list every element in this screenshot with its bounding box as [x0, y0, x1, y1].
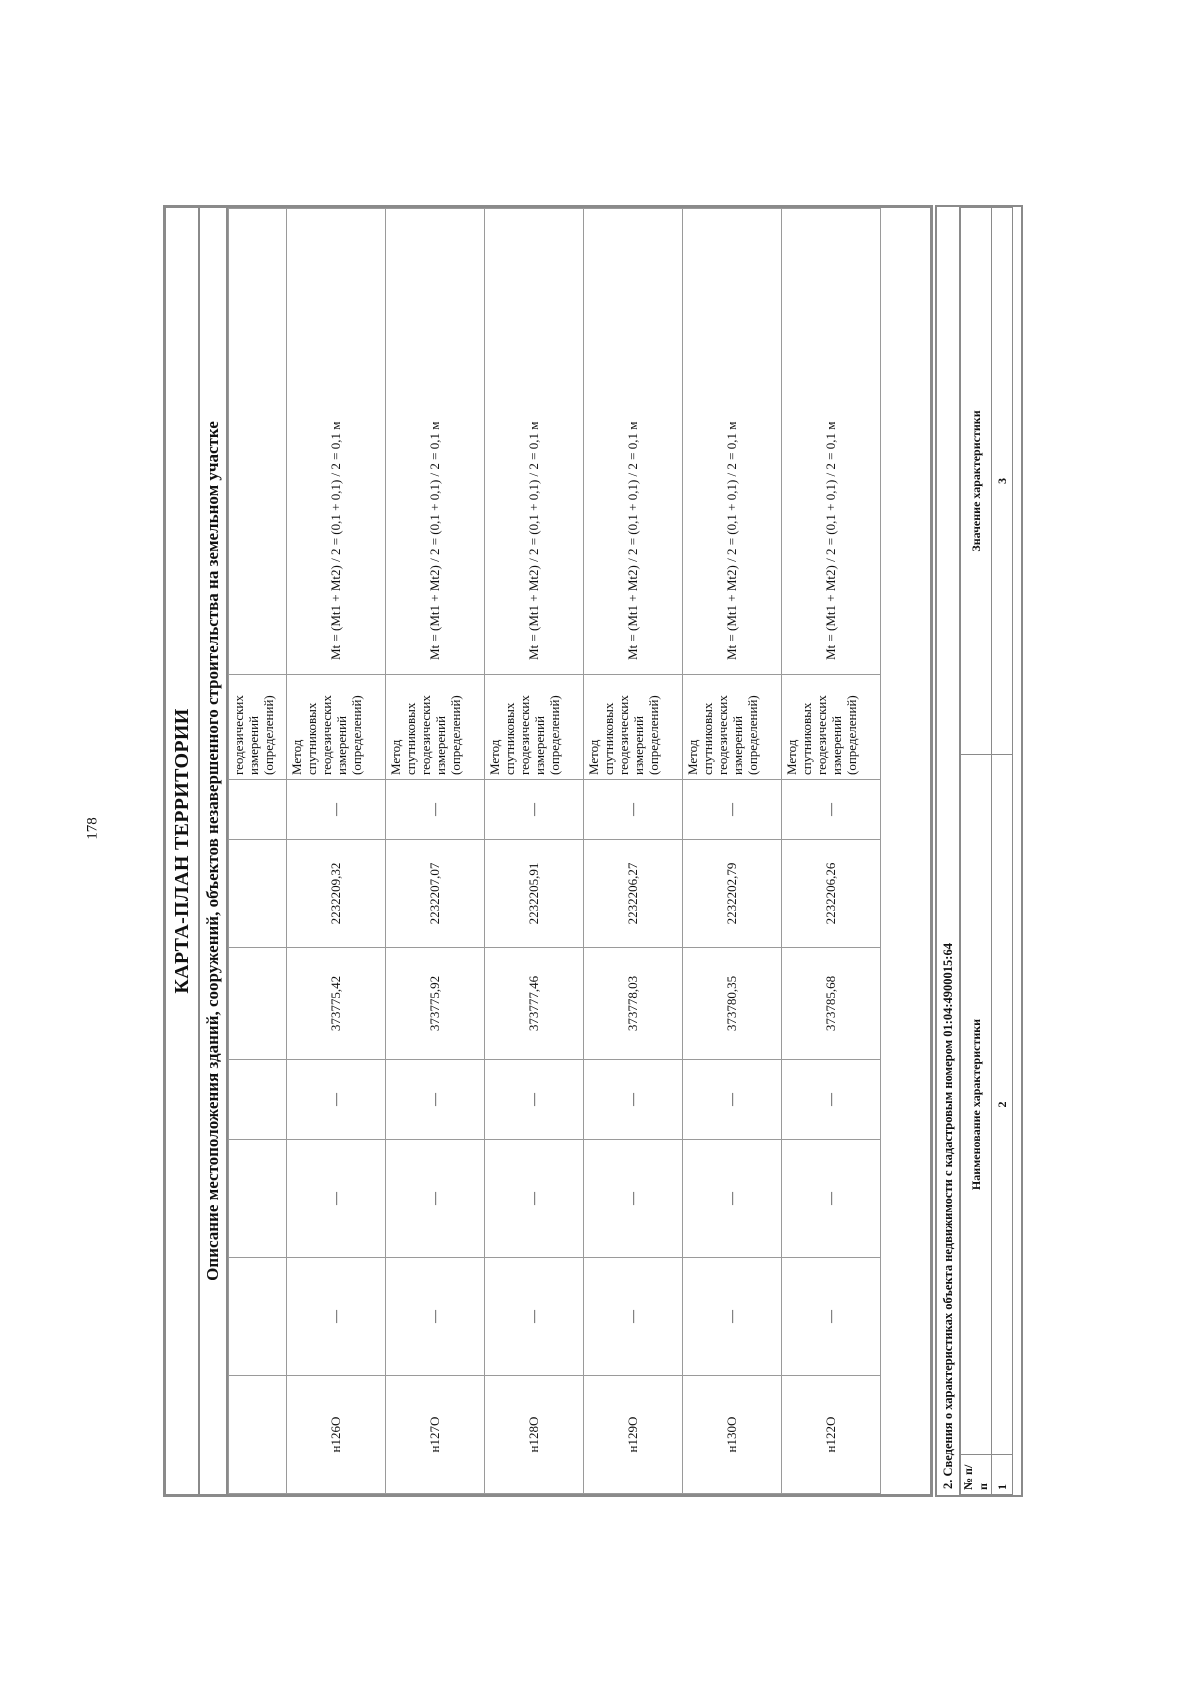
- dash-cell: —: [386, 1140, 485, 1258]
- point-name: н129О: [584, 1376, 683, 1494]
- coord-x: 373775,42: [287, 948, 386, 1060]
- accuracy-formula: Mt = (Mt1 + Mt2) / 2 = (0,1 + 0,1) / 2 = 0,1 м: [287, 209, 386, 675]
- coord-x: 373778,03: [584, 948, 683, 1060]
- table-row: [287, 209, 386, 1494]
- map-plan-table: [163, 205, 933, 1497]
- section-subtitle: Описание местоположения зданий, сооружений, объектов незавершенного строительства на земельном участке: [200, 208, 228, 1494]
- dash-cell: —: [485, 1258, 584, 1376]
- rotated-document: [163, 205, 1023, 1497]
- point-name: н126О: [287, 1376, 386, 1494]
- dash-cell: —: [584, 780, 683, 840]
- dash-cell: —: [485, 1140, 584, 1258]
- col-number-1: 1: [992, 1455, 1013, 1495]
- method-cell: Метод спутниковых геодезических измерений (определений): [683, 675, 782, 780]
- dash-cell: —: [584, 1140, 683, 1258]
- method-cell: Метод спутниковых геодезических измерений (определений): [782, 675, 881, 780]
- section-2-title: 2. Сведения о характеристиках объекта недвижимости с кадастровым номером 01:04:4900015:64: [937, 207, 960, 1495]
- dash-cell: —: [782, 1060, 881, 1140]
- header-value: Значение характеристики: [961, 208, 992, 755]
- dash-cell: —: [683, 1060, 782, 1140]
- dash-cell: —: [485, 1060, 584, 1140]
- coord-y: 2232206,26: [782, 840, 881, 948]
- dash-cell: —: [584, 1258, 683, 1376]
- dash-cell: —: [287, 1060, 386, 1140]
- method-cell: Метод спутниковых геодезических измерений (определений): [584, 675, 683, 780]
- accuracy-formula: Mt = (Mt1 + Mt2) / 2 = (0,1 + 0,1) / 2 = 0,1 м: [584, 209, 683, 675]
- table-row: [782, 209, 881, 1494]
- table-row: [485, 209, 584, 1494]
- dash-cell: —: [584, 1060, 683, 1140]
- header-name: Наименование характеристики: [961, 755, 992, 1455]
- coord-x: 373777,46: [485, 948, 584, 1060]
- col-number-3: 3: [992, 208, 1013, 755]
- dash-cell: —: [782, 780, 881, 840]
- method-cell: Метод спутниковых геодезических измерений (определений): [386, 675, 485, 780]
- coord-x: 373780,35: [683, 948, 782, 1060]
- coord-y: 2232207,07: [386, 840, 485, 948]
- table-row: [229, 209, 287, 1494]
- dash-cell: —: [287, 1258, 386, 1376]
- dash-cell: —: [485, 780, 584, 840]
- point-name: н122О: [782, 1376, 881, 1494]
- dash-cell: —: [683, 1258, 782, 1376]
- table-row: [683, 209, 782, 1494]
- dash-cell: —: [683, 780, 782, 840]
- point-name: н127О: [386, 1376, 485, 1494]
- table-row: [961, 208, 992, 1495]
- coord-y: 2232209,32: [287, 840, 386, 948]
- dash-cell: —: [683, 1140, 782, 1258]
- dash-cell: —: [287, 780, 386, 840]
- method-cell: геодезических измерений (определений): [229, 675, 287, 780]
- point-name: н128О: [485, 1376, 584, 1494]
- characteristics-table: [960, 207, 1013, 1495]
- page-title: КАРТА-ПЛАН ТЕРРИТОРИИ: [166, 208, 200, 1494]
- coord-y: 2232206,27: [584, 840, 683, 948]
- page-number: 178: [84, 817, 101, 840]
- header-number: № п/п: [961, 1455, 992, 1495]
- points-table: [228, 208, 881, 1494]
- table-row: [992, 208, 1013, 1495]
- section-2: [935, 205, 1023, 1497]
- accuracy-formula: Mt = (Mt1 + Mt2) / 2 = (0,1 + 0,1) / 2 = 0,1 м: [782, 209, 881, 675]
- col-number-2: 2: [992, 755, 1013, 1455]
- table-row: [584, 209, 683, 1494]
- coord-x: 373785,68: [782, 948, 881, 1060]
- dash-cell: —: [386, 780, 485, 840]
- point-name: н130О: [683, 1376, 782, 1494]
- accuracy-formula: Mt = (Mt1 + Mt2) / 2 = (0,1 + 0,1) / 2 = 0,1 м: [683, 209, 782, 675]
- coord-x: 373775,92: [386, 948, 485, 1060]
- dash-cell: —: [386, 1258, 485, 1376]
- method-cell: Метод спутниковых геодезических измерений (определений): [485, 675, 584, 780]
- dash-cell: —: [782, 1140, 881, 1258]
- method-cell: Метод спутниковых геодезических измерений (определений): [287, 675, 386, 780]
- dash-cell: —: [287, 1140, 386, 1258]
- table-row: [386, 209, 485, 1494]
- coord-y: 2232202,79: [683, 840, 782, 948]
- dash-cell: —: [386, 1060, 485, 1140]
- accuracy-formula: Mt = (Mt1 + Mt2) / 2 = (0,1 + 0,1) / 2 = 0,1 м: [485, 209, 584, 675]
- dash-cell: —: [782, 1258, 881, 1376]
- coord-y: 2232205,91: [485, 840, 584, 948]
- accuracy-formula: Mt = (Mt1 + Mt2) / 2 = (0,1 + 0,1) / 2 = 0,1 м: [386, 209, 485, 675]
